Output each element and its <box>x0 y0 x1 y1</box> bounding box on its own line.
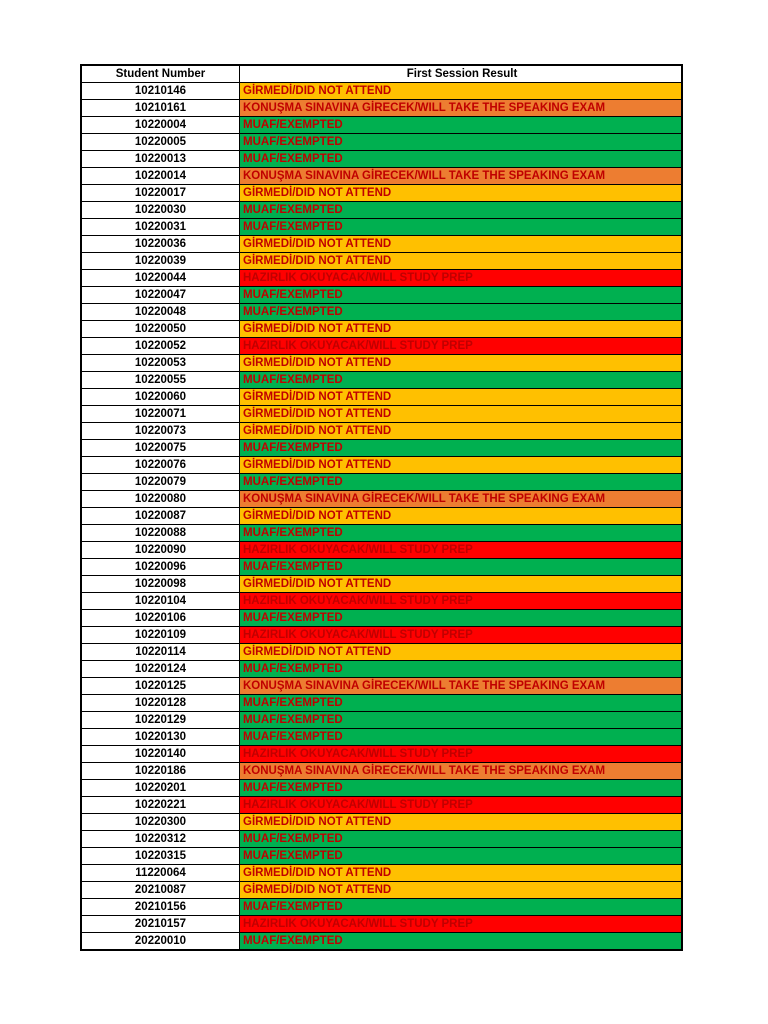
table-row <box>81 372 682 389</box>
result-cell[interactable]: MUAF/EXEMPTED <box>240 848 683 865</box>
table-row <box>81 695 682 712</box>
table-row <box>81 406 682 423</box>
result-cell[interactable]: GİRMEDİ/DID NOT ATTEND <box>240 83 683 100</box>
table-row <box>81 831 682 848</box>
table-row <box>81 83 682 100</box>
table-row <box>81 712 682 729</box>
result-cell[interactable]: GİRMEDİ/DID NOT ATTEND <box>240 253 683 270</box>
student-number-cell[interactable]: 10220129 <box>81 712 240 729</box>
result-cell[interactable]: MUAF/EXEMPTED <box>240 117 683 134</box>
student-number-cell[interactable]: 20210087 <box>81 882 240 899</box>
result-cell[interactable]: GİRMEDİ/DID NOT ATTEND <box>240 457 683 474</box>
result-cell[interactable]: MUAF/EXEMPTED <box>240 440 683 457</box>
result-cell[interactable]: MUAF/EXEMPTED <box>240 134 683 151</box>
result-cell[interactable]: MUAF/EXEMPTED <box>240 151 683 168</box>
student-number-cell[interactable]: 10220073 <box>81 423 240 440</box>
result-cell[interactable]: MUAF/EXEMPTED <box>240 525 683 542</box>
table-row <box>81 355 682 372</box>
table-row <box>81 780 682 797</box>
results-body <box>81 83 682 951</box>
student-number-cell[interactable]: 10220104 <box>81 593 240 610</box>
result-cell[interactable]: KONUŞMA SINAVINA GİRECEK/WILL TAKE THE SPEAKING EXAM <box>240 491 683 508</box>
result-cell[interactable]: KONUŞMA SINAVINA GİRECEK/WILL TAKE THE SPEAKING EXAM <box>240 100 683 117</box>
table-row <box>81 576 682 593</box>
student-number-cell[interactable]: 10220186 <box>81 763 240 780</box>
table-row <box>81 763 682 780</box>
result-cell[interactable]: GİRMEDİ/DID NOT ATTEND <box>240 389 683 406</box>
student-number-cell[interactable]: 10220140 <box>81 746 240 763</box>
table-row <box>81 423 682 440</box>
result-cell[interactable]: GİRMEDİ/DID NOT ATTEND <box>240 236 683 253</box>
table-row <box>81 134 682 151</box>
result-cell[interactable]: MUAF/EXEMPTED <box>240 933 683 951</box>
result-cell[interactable]: MUAF/EXEMPTED <box>240 372 683 389</box>
table-row <box>81 933 682 951</box>
student-number-cell[interactable]: 10220055 <box>81 372 240 389</box>
result-cell[interactable]: GİRMEDİ/DID NOT ATTEND <box>240 865 683 882</box>
result-cell[interactable]: MUAF/EXEMPTED <box>240 202 683 219</box>
student-number-cell[interactable]: 10220039 <box>81 253 240 270</box>
table-row <box>81 508 682 525</box>
student-number-cell[interactable]: 10220087 <box>81 508 240 525</box>
result-cell[interactable]: GİRMEDİ/DID NOT ATTEND <box>240 185 683 202</box>
student-number-cell[interactable]: 10210146 <box>81 83 240 100</box>
table-row <box>81 644 682 661</box>
student-number-cell[interactable]: 10220047 <box>81 287 240 304</box>
table-row <box>81 814 682 831</box>
student-number-cell[interactable]: 10220221 <box>81 797 240 814</box>
result-cell[interactable]: HAZIRLIK OKUYACAK/WILL STUDY PREP <box>240 627 683 644</box>
student-number-cell[interactable]: 10220017 <box>81 185 240 202</box>
table-row <box>81 270 682 287</box>
result-cell[interactable]: MUAF/EXEMPTED <box>240 287 683 304</box>
result-cell[interactable]: GİRMEDİ/DID NOT ATTEND <box>240 355 683 372</box>
student-number-cell[interactable]: 10220130 <box>81 729 240 746</box>
table-row <box>81 474 682 491</box>
table-row <box>81 202 682 219</box>
result-cell[interactable]: MUAF/EXEMPTED <box>240 780 683 797</box>
student-number-cell[interactable]: 10220060 <box>81 389 240 406</box>
table-row <box>81 678 682 695</box>
result-cell[interactable]: GİRMEDİ/DID NOT ATTEND <box>240 406 683 423</box>
result-cell[interactable]: GİRMEDİ/DID NOT ATTEND <box>240 644 683 661</box>
table-row <box>81 253 682 270</box>
result-cell[interactable]: MUAF/EXEMPTED <box>240 610 683 627</box>
table-row <box>81 916 682 933</box>
result-cell[interactable]: MUAF/EXEMPTED <box>240 729 683 746</box>
table-row <box>81 559 682 576</box>
result-cell[interactable]: MUAF/EXEMPTED <box>240 712 683 729</box>
student-number-cell[interactable]: 20220010 <box>81 933 240 951</box>
table-row <box>81 304 682 321</box>
first-session-result-header[interactable]: First Session Result <box>240 65 683 83</box>
student-number-cell[interactable]: 10220075 <box>81 440 240 457</box>
table-row <box>81 151 682 168</box>
result-cell[interactable]: HAZIRLIK OKUYACAK/WILL STUDY PREP <box>240 916 683 933</box>
student-number-cell[interactable]: 10220080 <box>81 491 240 508</box>
student-number-cell[interactable]: 10220048 <box>81 304 240 321</box>
table-row <box>81 882 682 899</box>
student-number-cell[interactable]: 20210157 <box>81 916 240 933</box>
table-row <box>81 729 682 746</box>
result-cell[interactable]: HAZIRLIK OKUYACAK/WILL STUDY PREP <box>240 746 683 763</box>
result-cell[interactable]: GİRMEDİ/DID NOT ATTEND <box>240 576 683 593</box>
result-cell[interactable]: HAZIRLIK OKUYACAK/WILL STUDY PREP <box>240 338 683 355</box>
student-number-cell[interactable]: 10220044 <box>81 270 240 287</box>
table-row <box>81 117 682 134</box>
student-number-cell[interactable]: 10220128 <box>81 695 240 712</box>
table-row <box>81 219 682 236</box>
student-number-cell[interactable]: 10220030 <box>81 202 240 219</box>
result-cell[interactable]: GİRMEDİ/DID NOT ATTEND <box>240 321 683 338</box>
table-row <box>81 848 682 865</box>
student-number-cell[interactable]: 10220114 <box>81 644 240 661</box>
student-number-cell[interactable]: 10220088 <box>81 525 240 542</box>
result-cell[interactable]: HAZIRLIK OKUYACAK/WILL STUDY PREP <box>240 542 683 559</box>
table-row <box>81 100 682 117</box>
result-cell[interactable]: MUAF/EXEMPTED <box>240 474 683 491</box>
student-number-cell[interactable]: 10220005 <box>81 134 240 151</box>
header-row <box>81 65 682 83</box>
table-row <box>81 185 682 202</box>
result-cell[interactable]: GİRMEDİ/DID NOT ATTEND <box>240 882 683 899</box>
student-number-cell[interactable]: 10220315 <box>81 848 240 865</box>
result-cell[interactable]: MUAF/EXEMPTED <box>240 559 683 576</box>
result-cell[interactable]: MUAF/EXEMPTED <box>240 695 683 712</box>
result-cell[interactable]: GİRMEDİ/DID NOT ATTEND <box>240 423 683 440</box>
student-number-cell[interactable]: 10220052 <box>81 338 240 355</box>
student-number-cell[interactable]: 20210156 <box>81 899 240 916</box>
result-cell[interactable]: MUAF/EXEMPTED <box>240 304 683 321</box>
student-number-cell[interactable]: 10220109 <box>81 627 240 644</box>
student-number-cell[interactable]: 10220300 <box>81 814 240 831</box>
table-row <box>81 321 682 338</box>
student-number-cell[interactable]: 10220201 <box>81 780 240 797</box>
table-row <box>81 593 682 610</box>
table-row <box>81 542 682 559</box>
table-row <box>81 661 682 678</box>
result-cell[interactable]: KONUŞMA SINAVINA GİRECEK/WILL TAKE THE SPEAKING EXAM <box>240 678 683 695</box>
student-number-cell[interactable]: 10220096 <box>81 559 240 576</box>
table-row <box>81 287 682 304</box>
student-number-cell[interactable]: 10210161 <box>81 100 240 117</box>
table-row <box>81 236 682 253</box>
student-number-cell[interactable]: 10220053 <box>81 355 240 372</box>
student-number-cell[interactable]: 10220014 <box>81 168 240 185</box>
result-cell[interactable]: MUAF/EXEMPTED <box>240 219 683 236</box>
result-cell[interactable]: HAZIRLIK OKUYACAK/WILL STUDY PREP <box>240 797 683 814</box>
student-number-cell[interactable]: 10220125 <box>81 678 240 695</box>
student-number-cell[interactable]: 11220064 <box>81 865 240 882</box>
table-row <box>81 389 682 406</box>
table-row <box>81 168 682 185</box>
result-cell[interactable]: MUAF/EXEMPTED <box>240 831 683 848</box>
student-number-cell[interactable]: 10220036 <box>81 236 240 253</box>
result-cell[interactable]: KONUŞMA SINAVINA GİRECEK/WILL TAKE THE SPEAKING EXAM <box>240 168 683 185</box>
student-number-cell[interactable]: 10220098 <box>81 576 240 593</box>
table-row <box>81 491 682 508</box>
student-number-cell[interactable]: 10220013 <box>81 151 240 168</box>
result-cell[interactable]: HAZIRLIK OKUYACAK/WILL STUDY PREP <box>240 593 683 610</box>
table-row <box>81 627 682 644</box>
student-number-cell[interactable]: 10220050 <box>81 321 240 338</box>
table-row <box>81 525 682 542</box>
student-number-cell[interactable]: 10220071 <box>81 406 240 423</box>
table-row <box>81 610 682 627</box>
student-number-cell[interactable]: 10220090 <box>81 542 240 559</box>
student-number-header[interactable]: Student Number <box>81 65 240 83</box>
results-table <box>80 64 683 951</box>
result-cell[interactable]: GİRMEDİ/DID NOT ATTEND <box>240 814 683 831</box>
table-row <box>81 440 682 457</box>
table-row <box>81 865 682 882</box>
result-cell[interactable]: MUAF/EXEMPTED <box>240 899 683 916</box>
table-row <box>81 746 682 763</box>
result-cell[interactable]: HAZIRLIK OKUYACAK/WILL STUDY PREP <box>240 270 683 287</box>
table-row <box>81 338 682 355</box>
result-cell[interactable]: GİRMEDİ/DID NOT ATTEND <box>240 508 683 525</box>
student-number-cell[interactable]: 10220076 <box>81 457 240 474</box>
student-number-cell[interactable]: 10220106 <box>81 610 240 627</box>
student-number-cell[interactable]: 10220031 <box>81 219 240 236</box>
result-cell[interactable]: MUAF/EXEMPTED <box>240 661 683 678</box>
student-number-cell[interactable]: 10220079 <box>81 474 240 491</box>
result-cell[interactable]: KONUŞMA SINAVINA GİRECEK/WILL TAKE THE SPEAKING EXAM <box>240 763 683 780</box>
student-number-cell[interactable]: 10220124 <box>81 661 240 678</box>
student-number-cell[interactable]: 10220312 <box>81 831 240 848</box>
table-row <box>81 899 682 916</box>
student-number-cell[interactable]: 10220004 <box>81 117 240 134</box>
table-row <box>81 797 682 814</box>
table-row <box>81 457 682 474</box>
